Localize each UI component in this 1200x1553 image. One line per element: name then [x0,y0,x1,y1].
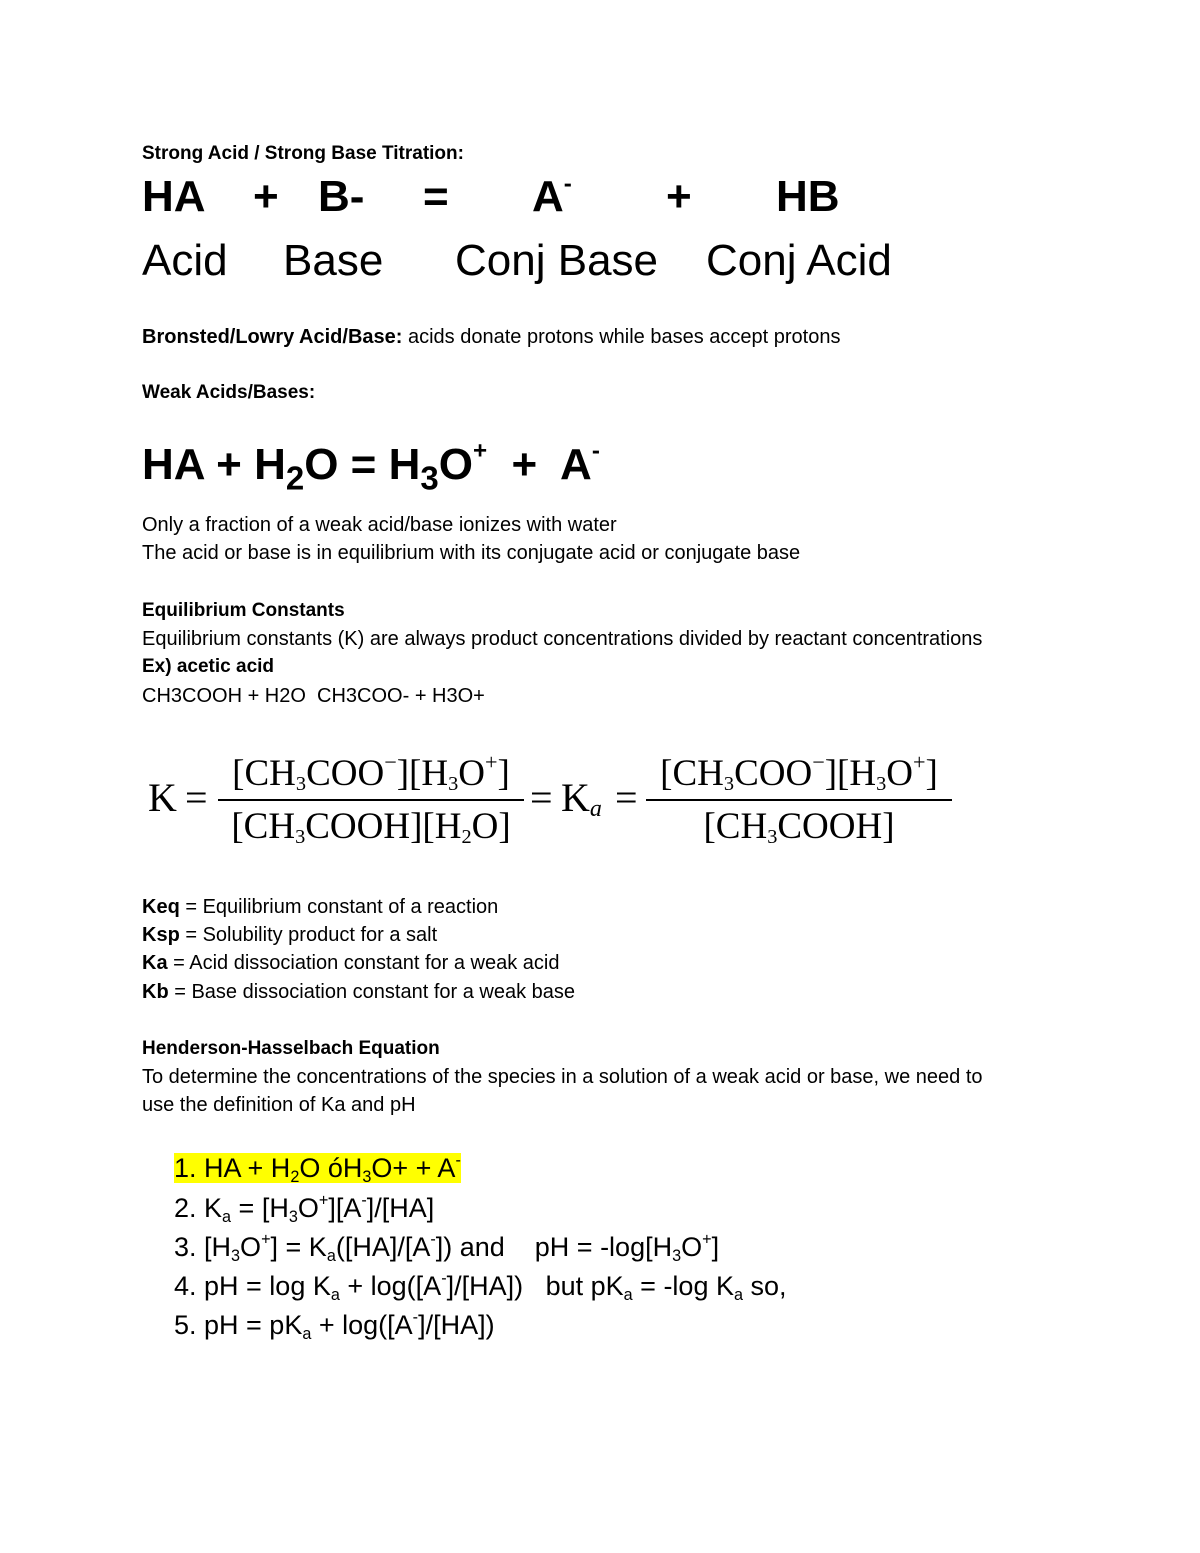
formula-denominator-2: $[CH_3COOH]$ [703,806,895,849]
label-conj-base: Conj Base [455,236,659,285]
reaction-b: B- [318,172,365,221]
formula-equals-3: = [615,775,638,820]
label-acid: Acid [142,236,228,285]
definition-kb: Kb = Base dissociation constant for a weak base [142,981,576,1003]
weak-line-2: The acid or base is in equilibrium with its conjugate acid or conjugate base [142,542,801,564]
reaction-plus-1: + [253,172,279,221]
label-base: Base [283,236,384,285]
formula-equals-1: = [185,775,208,820]
hh-text-2: use the definition of Ka and pH [142,1094,416,1116]
weak-heading: Weak Acids/Bases: [142,382,316,403]
definition-ka: Ka = Acid dissociation constant for a weak acid [142,952,560,974]
bronsted-text: acids donate protons while bases accept protons [402,326,841,348]
hh-step-3: 3. $[H_3O^+] = K_a([HA]/[A^-])$ and pH = $-\log[H_3O^+]$ [174,1230,720,1265]
reaction-a: A- [532,170,572,221]
hh-step-2: 2. $K_a = [H_3O^+][A^-]/[HA]$ [174,1191,435,1226]
fraction-bar-2 [646,799,952,801]
formula-ka: $K_a$ [561,775,602,822]
weak-line-1: Only a fraction of a weak acid/base ionizes with water [142,514,617,536]
weak-acid-equation: HA + $H_2O = H_3O^+ + A^-$ [142,437,600,497]
formula-equals-2: = [530,775,553,820]
bronsted-label: Bronsted/Lowry Acid/Base: [142,326,403,348]
reaction-equals: = [423,172,449,221]
example-reaction: CH3COOH + H2O CH3COO- + H3O+ [142,685,485,707]
formula-k: K [148,775,177,820]
hh-step-5: 5. pH = $pK_a + \log([A^-]/[HA])$ [174,1308,495,1343]
formula-numerator-1: $[CH_3COO^-][H_3O^+]$ [232,749,510,796]
hh-step-1: 1. HA + $H_2O$ $óH_3O+ + A^-$ [174,1151,461,1186]
reaction-ha: HA [142,172,206,221]
reaction-hb: HB [776,172,840,221]
hh-text-1: To determine the concentrations of the species in a solution of a weak acid or base, we need to [142,1066,983,1088]
label-conj-acid: Conj Acid [706,236,892,285]
example-label: Ex) acetic acid [142,656,275,677]
formula-denominator-1: $[CH_3COOH][H_2O]$ [231,806,511,849]
reaction-plus-2: + [666,172,692,221]
fraction-bar-1 [218,799,524,801]
titration-heading: Strong Acid / Strong Base Titration: [142,143,464,164]
hh-step-4: 4. pH = $\log K_a + \log([A^-]/[HA])$ but $pK_a = -\log$ $K_a$ so, [174,1269,787,1304]
definition-keq: Keq = Equilibrium constant of a reaction [142,896,499,918]
equilibrium-heading: Equilibrium Constants [142,600,345,621]
definition-ksp: Ksp = Solubility product for a salt [142,924,438,946]
equilibrium-text: Equilibrium constants (K) are always product concentrations divided by reactant concentrations [142,628,983,650]
hh-heading: Henderson-Hasselbach Equation [142,1038,440,1059]
bronsted-line [142,323,840,351]
formula-numerator-2: $[CH_3COO^-][H_3O^+]$ [660,749,938,796]
